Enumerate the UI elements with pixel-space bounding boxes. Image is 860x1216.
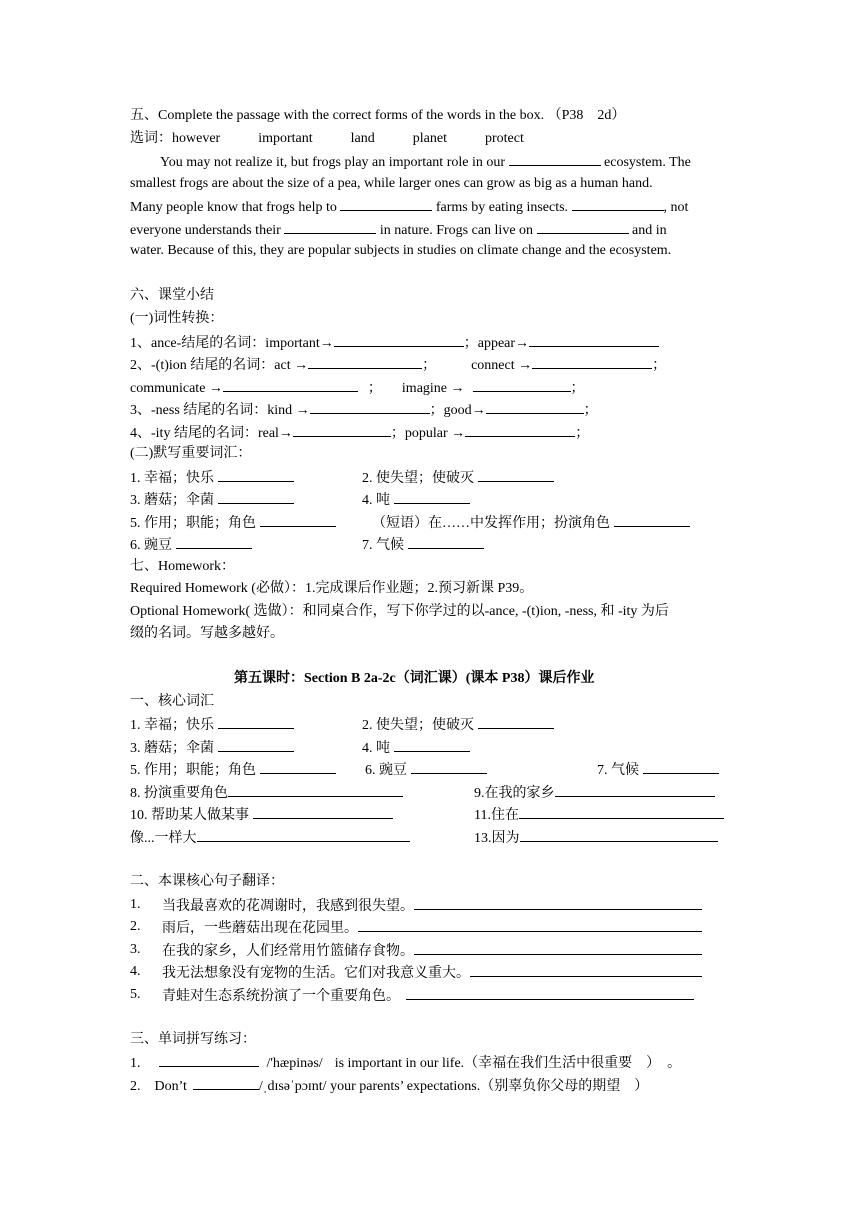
conversion-row [130,378,585,398]
vocab-item [130,760,336,780]
blank[interactable] [260,513,336,527]
row-text: connect → [471,358,533,373]
spelling-item [130,1053,681,1073]
blank[interactable] [334,333,464,347]
row-text: ； [422,358,437,373]
section-heading: 一、核心词汇 [130,694,214,709]
blank[interactable] [555,783,715,797]
translation-item [130,986,141,1004]
vocab-text: 11.住在 [474,808,519,823]
vocab-text: 4. 吨 [362,741,390,756]
vocab-item [130,490,294,510]
blank[interactable] [284,220,376,234]
item-number: 2. [130,919,141,934]
blank[interactable] [529,333,659,347]
item-text: 当我最喜欢的花凋谢时，我感到很失望。 [162,899,414,914]
vocab-text: 3. 蘑菇；伞菌 [130,741,214,756]
item-number: 2. [130,1079,141,1094]
blank[interactable] [473,378,571,392]
blank[interactable] [159,1053,259,1067]
vocab-item [362,535,484,555]
blank[interactable] [218,738,294,752]
vocab-text: 4. 吨 [362,493,390,508]
blank[interactable] [478,468,554,482]
blank[interactable] [310,400,430,414]
vocab-item [130,715,294,735]
row-text: 3、-ness 结尾的名词：kind → [130,403,310,418]
vocab-item [597,760,719,780]
conversion-row [130,333,659,353]
phonetic: /'hæpinəs/ [266,1056,323,1071]
passage-text: , not [663,200,689,215]
blank[interactable] [643,760,719,774]
blank[interactable] [197,828,410,842]
row-text: 4、-ity 结尾的名词：real→ [130,426,293,441]
vocab-item [130,783,403,803]
blank[interactable] [470,963,702,977]
blank[interactable] [308,355,422,369]
blank[interactable] [414,941,702,955]
word-box-word: planet [412,131,447,146]
blank[interactable] [614,513,690,527]
item-text: is important in our life.（幸福在我们生活中很重要 ） 。 [334,1056,682,1071]
word-box [130,130,524,148]
section7-title: 七、Homework： [130,559,235,574]
vocab-item [474,805,724,825]
blank[interactable] [260,760,336,774]
item-number: 4. [130,964,141,979]
vocab-item [474,828,718,848]
vocab-item [130,828,410,848]
vocab-item [130,535,252,555]
vocab-text: 9.在我的家乡 [474,786,555,801]
row-text: ； [570,381,585,396]
passage-text: You may not realize it, but frogs play an important role in our [160,155,506,170]
section-heading: 二、本课核心句子翻译： [130,874,284,889]
blank[interactable] [465,423,575,437]
row-text: ； [652,358,667,373]
blank[interactable] [394,490,470,504]
row-text: 1、ance-结尾的名词：important→ [130,336,334,351]
blank[interactable] [223,378,358,392]
item-text: /ˌdɪsəˈpɔɪnt/ your parents’ expectations.（别辜负你父母的期望 ） [258,1079,649,1094]
passage-text: Many people know that frogs help to [130,200,337,215]
vocab-item [372,513,690,533]
vocab-text: 2. 使失望；使破灭 [362,718,474,733]
item-number: 5. [130,987,141,1002]
passage-line [160,152,691,172]
vocab-text: 7. 气候 [597,763,639,778]
blank[interactable] [218,490,294,504]
word-box-word: land [350,131,375,146]
vocab-text: 10. 帮助某人做某事 [130,808,249,823]
translation-item [130,918,141,936]
conversion-row [130,400,598,420]
vocab-item [130,468,294,488]
vocab-item [362,715,554,735]
passage-text: and in [632,223,667,238]
item-number: 1. [130,897,141,912]
blank[interactable] [176,535,252,549]
item-text: 我无法想象没有宠物的生活。它们对我意义重大。 [162,966,470,981]
section5-title: 五、Complete the passage with the correct forms of the words in the box. （P38 2d） [130,108,626,123]
homework-title: 第五课时：Section B 2a-2c（词汇课）(课本 P38）课后作业 [234,671,595,686]
blank[interactable] [218,468,294,482]
blank[interactable] [408,535,484,549]
vocab-text: 7. 气候 [362,538,404,553]
translation-item [130,963,141,981]
optional-homework: Optional Homework( 选做）：和同桌合作，写下你学过的以-ance, -(t)ion, -ness, 和 -ity 为后 [130,604,669,619]
blank[interactable] [478,715,554,729]
blank[interactable] [509,152,601,166]
vocab-text: 2. 使失望；使破灭 [362,471,474,486]
section6-title: 六、课堂小结 [130,288,214,303]
vocab-text: 3. 蘑菇；伞菌 [130,493,214,508]
blank[interactable] [406,986,694,1000]
translation-item [162,963,702,983]
row-text: ； [583,403,598,418]
blank[interactable] [532,355,652,369]
vocab-item [474,783,715,803]
vocab-text: 6. 豌豆 [130,538,172,553]
word-box-word: however [172,131,221,146]
item-text: Don’t [154,1079,187,1094]
row-text: ； [575,426,590,441]
blank[interactable] [218,715,294,729]
spelling-item [130,1076,648,1096]
blank[interactable] [411,760,487,774]
passage-text: farms by eating insects. [435,200,569,215]
translation-item [130,896,141,914]
blank[interactable] [537,220,629,234]
blank[interactable] [358,918,702,932]
vocab-item [130,513,336,533]
blank[interactable] [519,805,724,819]
blank[interactable] [253,805,393,819]
vocab-item [365,760,487,780]
word-box-word: important [258,131,313,146]
blank[interactable] [414,896,702,910]
passage-line: smallest frogs are about the size of a pea, while larger ones can grow as big as a human hand. [130,176,653,191]
translation-item [162,986,694,1006]
item-text: 在我的家乡，人们经常用竹篮储存食物。 [162,944,414,959]
conversion-row [130,423,589,443]
vocab-text: 6. 豌豆 [365,763,407,778]
passage-text: everyone understands their [130,223,281,238]
vocab-text: （短语）在……中发挥作用；扮演角色 [372,516,610,531]
row-text: ；appear→ [463,336,530,351]
translation-item [130,941,141,959]
item-number: 1. [130,1056,141,1071]
blank[interactable] [228,783,403,797]
row-text: communicate → [130,381,223,396]
subsection-title: (一)词性转换： [130,311,224,326]
word-box-word: protect [484,131,524,146]
blank[interactable] [340,197,432,211]
translation-item [162,941,702,961]
vocab-text: 8. 扮演重要角色 [130,786,228,801]
vocab-text: 1. 幸福；快乐 [130,471,214,486]
row-text: ；popular → [390,426,466,441]
vocab-item [362,490,470,510]
row-text: ； [367,381,382,396]
conversion-row [130,355,666,375]
item-number: 3. [130,942,141,957]
row-text: 2、-(t)ion 结尾的名词：act → [130,358,309,373]
passage-line [130,197,688,217]
row-text: imagine → [401,381,465,396]
vocab-text: 像...一样大 [130,831,197,846]
vocab-item [362,738,470,758]
blank[interactable] [572,197,664,211]
item-text: 青蛙对生态系统扮演了一个重要角色。 [162,989,400,1004]
blank[interactable] [293,423,391,437]
vocab-text: 1. 幸福；快乐 [130,718,214,733]
optional-homework: 缀的名词。写越多越好。 [130,626,284,641]
vocab-item [130,738,294,758]
translation-item [162,896,702,916]
blank[interactable] [486,400,584,414]
row-text: ；good→ [429,403,486,418]
blank[interactable] [193,1076,259,1090]
vocab-item [362,468,554,488]
subsection-title: (二)默写重要词汇： [130,446,252,461]
blank[interactable] [394,738,470,752]
blank[interactable] [520,828,718,842]
vocab-text: 13.因为 [474,831,520,846]
required-homework: Required Homework (必做）：1.完成课后作业题；2.预习新课 P39。 [130,581,534,596]
translation-item [162,918,702,938]
passage-text: in nature. Frogs can live on [379,223,534,238]
vocab-text: 5. 作用；职能；角色 [130,763,256,778]
section-heading: 三、单词拼写练习： [130,1032,256,1047]
item-text: 雨后，一些蘑菇出现在花园里。 [162,921,358,936]
passage-line [130,220,667,240]
vocab-text: 5. 作用；职能；角色 [130,516,256,531]
passage-text: ecosystem. The [604,155,691,170]
passage-line: water. Because of this, they are popular subjects in studies on climate change and the ecosystem. [130,243,672,258]
vocab-item [130,805,393,825]
word-box-label: 选词： [130,131,172,146]
